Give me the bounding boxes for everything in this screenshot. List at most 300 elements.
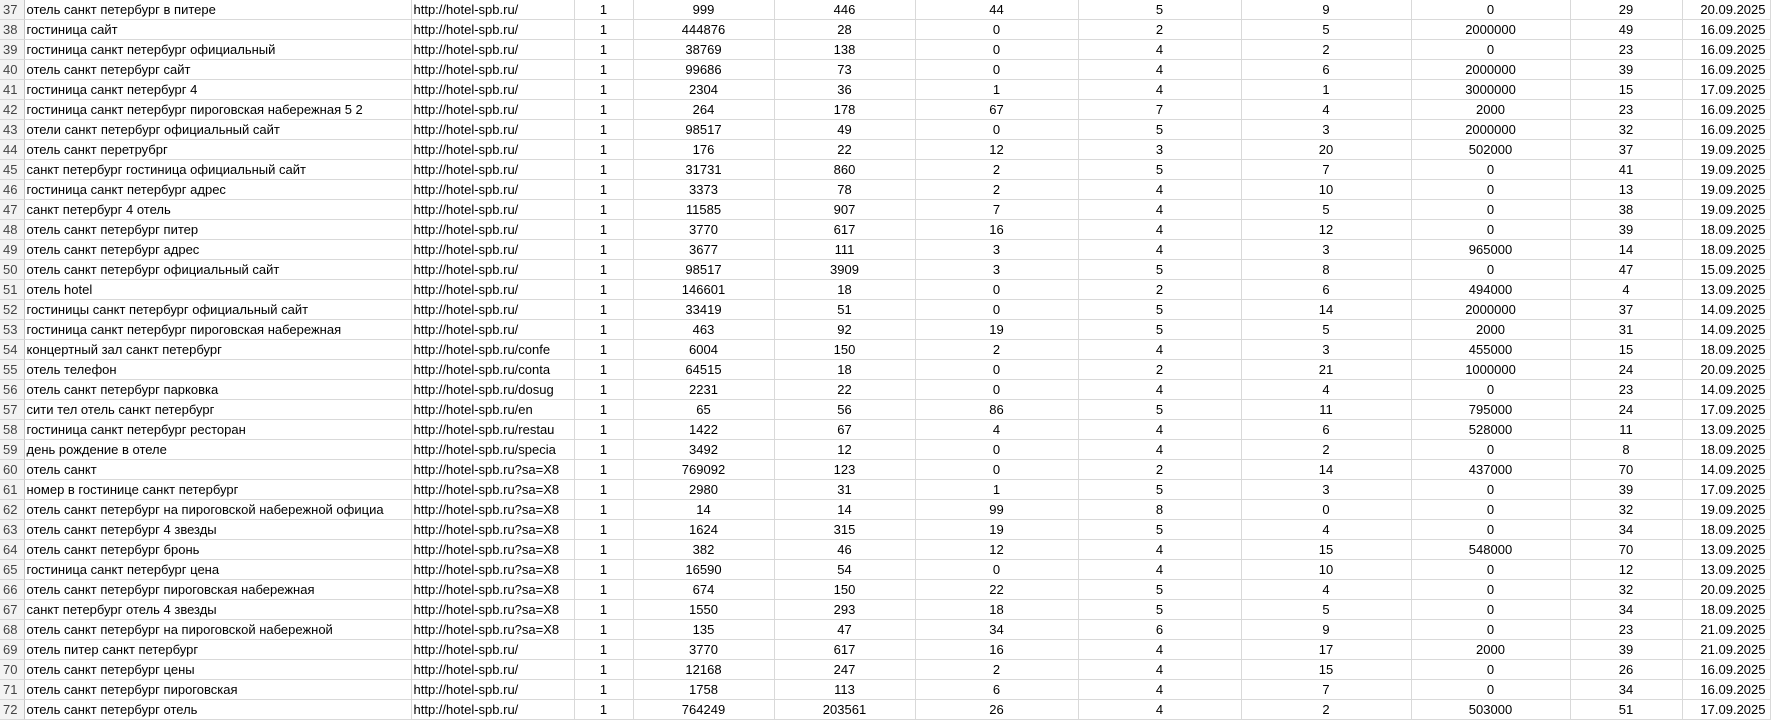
exact-frequency-cell[interactable]: 293 — [774, 600, 915, 620]
table-row[interactable] — [0, 360, 1770, 380]
position-cell[interactable]: 1 — [574, 520, 633, 540]
table-row[interactable] — [0, 80, 1770, 100]
exact-frequency-cell[interactable]: 22 — [774, 380, 915, 400]
url-cell[interactable]: http://hotel-spb.ru/restau — [411, 420, 574, 440]
value-cell[interactable]: 12 — [915, 540, 1078, 560]
competition-cell[interactable]: 4 — [1241, 520, 1411, 540]
difficulty-cell[interactable]: 5 — [1078, 480, 1241, 500]
date-cell[interactable]: 13.09.2025 — [1682, 540, 1770, 560]
position-cell[interactable]: 1 — [574, 80, 633, 100]
value-cell[interactable]: 0 — [915, 300, 1078, 320]
competition-cell[interactable]: 6 — [1241, 420, 1411, 440]
position-cell[interactable]: 1 — [574, 320, 633, 340]
budget-cell[interactable]: 0 — [1411, 480, 1570, 500]
row-number-header[interactable]: 42 — [0, 100, 24, 120]
frequency-cell[interactable]: 1422 — [633, 420, 774, 440]
exact-frequency-cell[interactable]: 92 — [774, 320, 915, 340]
position-cell[interactable]: 1 — [574, 240, 633, 260]
frequency-cell[interactable]: 3373 — [633, 180, 774, 200]
exact-frequency-cell[interactable]: 446 — [774, 0, 915, 20]
value-cell[interactable]: 12 — [915, 140, 1078, 160]
exact-frequency-cell[interactable]: 28 — [774, 20, 915, 40]
budget-cell[interactable]: 1000000 — [1411, 360, 1570, 380]
date-cell[interactable]: 21.09.2025 — [1682, 640, 1770, 660]
score-cell[interactable]: 70 — [1570, 460, 1682, 480]
frequency-cell[interactable]: 33419 — [633, 300, 774, 320]
table-row[interactable] — [0, 480, 1770, 500]
value-cell[interactable]: 2 — [915, 180, 1078, 200]
difficulty-cell[interactable]: 4 — [1078, 40, 1241, 60]
row-number-header[interactable]: 60 — [0, 460, 24, 480]
position-cell[interactable]: 1 — [574, 500, 633, 520]
score-cell[interactable]: 23 — [1570, 620, 1682, 640]
frequency-cell[interactable]: 38769 — [633, 40, 774, 60]
difficulty-cell[interactable]: 4 — [1078, 420, 1241, 440]
table-row[interactable] — [0, 680, 1770, 700]
keyword-cell[interactable]: отель санкт петербург на пироговской набережной официа — [24, 500, 411, 520]
value-cell[interactable]: 3 — [915, 260, 1078, 280]
url-cell[interactable]: http://hotel-spb.ru/ — [411, 220, 574, 240]
date-cell[interactable]: 14.09.2025 — [1682, 320, 1770, 340]
position-cell[interactable]: 1 — [574, 220, 633, 240]
frequency-cell[interactable]: 999 — [633, 0, 774, 20]
date-cell[interactable]: 17.09.2025 — [1682, 480, 1770, 500]
score-cell[interactable]: 8 — [1570, 440, 1682, 460]
value-cell[interactable]: 6 — [915, 680, 1078, 700]
difficulty-cell[interactable]: 4 — [1078, 700, 1241, 720]
budget-cell[interactable]: 528000 — [1411, 420, 1570, 440]
position-cell[interactable]: 1 — [574, 120, 633, 140]
score-cell[interactable]: 41 — [1570, 160, 1682, 180]
row-number-header[interactable]: 65 — [0, 560, 24, 580]
frequency-cell[interactable]: 176 — [633, 140, 774, 160]
frequency-cell[interactable]: 1624 — [633, 520, 774, 540]
difficulty-cell[interactable]: 4 — [1078, 440, 1241, 460]
row-number-header[interactable]: 70 — [0, 660, 24, 680]
frequency-cell[interactable]: 98517 — [633, 120, 774, 140]
difficulty-cell[interactable]: 4 — [1078, 180, 1241, 200]
position-cell[interactable]: 1 — [574, 700, 633, 720]
frequency-cell[interactable]: 444876 — [633, 20, 774, 40]
position-cell[interactable]: 1 — [574, 60, 633, 80]
score-cell[interactable]: 24 — [1570, 360, 1682, 380]
budget-cell[interactable]: 437000 — [1411, 460, 1570, 480]
exact-frequency-cell[interactable]: 18 — [774, 360, 915, 380]
value-cell[interactable]: 0 — [915, 560, 1078, 580]
url-cell[interactable]: http://hotel-spb.ru?sa=X8 — [411, 560, 574, 580]
budget-cell[interactable]: 548000 — [1411, 540, 1570, 560]
budget-cell[interactable]: 3000000 — [1411, 80, 1570, 100]
table-row[interactable] — [0, 140, 1770, 160]
exact-frequency-cell[interactable]: 150 — [774, 340, 915, 360]
position-cell[interactable]: 1 — [574, 160, 633, 180]
competition-cell[interactable]: 21 — [1241, 360, 1411, 380]
url-cell[interactable]: http://hotel-spb.ru/ — [411, 40, 574, 60]
budget-cell[interactable]: 0 — [1411, 220, 1570, 240]
keyword-cell[interactable]: отель санкт петербург 4 звезды — [24, 520, 411, 540]
table-row[interactable] — [0, 120, 1770, 140]
url-cell[interactable]: http://hotel-spb.ru?sa=X8 — [411, 520, 574, 540]
difficulty-cell[interactable]: 2 — [1078, 460, 1241, 480]
value-cell[interactable]: 2 — [915, 660, 1078, 680]
difficulty-cell[interactable]: 5 — [1078, 520, 1241, 540]
frequency-cell[interactable]: 769092 — [633, 460, 774, 480]
budget-cell[interactable]: 0 — [1411, 380, 1570, 400]
table-row[interactable] — [0, 420, 1770, 440]
date-cell[interactable]: 20.09.2025 — [1682, 360, 1770, 380]
keyword-cell[interactable]: отель питер санкт петербург — [24, 640, 411, 660]
row-number-header[interactable]: 55 — [0, 360, 24, 380]
keyword-cell[interactable]: отели санкт петербург официальный сайт — [24, 120, 411, 140]
url-cell[interactable]: http://hotel-spb.ru/specia — [411, 440, 574, 460]
exact-frequency-cell[interactable]: 111 — [774, 240, 915, 260]
row-number-header[interactable]: 38 — [0, 20, 24, 40]
score-cell[interactable]: 23 — [1570, 380, 1682, 400]
exact-frequency-cell[interactable]: 78 — [774, 180, 915, 200]
competition-cell[interactable]: 15 — [1241, 540, 1411, 560]
table-row[interactable] — [0, 620, 1770, 640]
url-cell[interactable]: http://hotel-spb.ru/ — [411, 100, 574, 120]
url-cell[interactable]: http://hotel-spb.ru/en — [411, 400, 574, 420]
url-cell[interactable]: http://hotel-spb.ru/ — [411, 140, 574, 160]
difficulty-cell[interactable]: 4 — [1078, 380, 1241, 400]
score-cell[interactable]: 31 — [1570, 320, 1682, 340]
date-cell[interactable]: 20.09.2025 — [1682, 0, 1770, 20]
position-cell[interactable]: 1 — [574, 140, 633, 160]
budget-cell[interactable]: 0 — [1411, 260, 1570, 280]
competition-cell[interactable]: 5 — [1241, 320, 1411, 340]
row-number-header[interactable]: 72 — [0, 700, 24, 720]
row-number-header[interactable]: 50 — [0, 260, 24, 280]
table-row[interactable] — [0, 540, 1770, 560]
position-cell[interactable]: 1 — [574, 380, 633, 400]
competition-cell[interactable]: 5 — [1241, 20, 1411, 40]
date-cell[interactable]: 18.09.2025 — [1682, 520, 1770, 540]
value-cell[interactable]: 0 — [915, 460, 1078, 480]
competition-cell[interactable]: 12 — [1241, 220, 1411, 240]
keyword-cell[interactable]: отель санкт петербург на пироговской набережной — [24, 620, 411, 640]
value-cell[interactable]: 16 — [915, 220, 1078, 240]
position-cell[interactable]: 1 — [574, 460, 633, 480]
score-cell[interactable]: 15 — [1570, 80, 1682, 100]
competition-cell[interactable]: 7 — [1241, 680, 1411, 700]
keyword-cell[interactable]: санкт петербург гостиница официальный сайт — [24, 160, 411, 180]
budget-cell[interactable]: 2000000 — [1411, 20, 1570, 40]
exact-frequency-cell[interactable]: 49 — [774, 120, 915, 140]
budget-cell[interactable]: 965000 — [1411, 240, 1570, 260]
frequency-cell[interactable]: 98517 — [633, 260, 774, 280]
date-cell[interactable]: 14.09.2025 — [1682, 300, 1770, 320]
table-row[interactable] — [0, 220, 1770, 240]
keyword-cell[interactable]: отель санкт петербург парковка — [24, 380, 411, 400]
keyword-cell[interactable]: номер в гостинице санкт петербург — [24, 480, 411, 500]
exact-frequency-cell[interactable]: 617 — [774, 640, 915, 660]
difficulty-cell[interactable]: 4 — [1078, 200, 1241, 220]
score-cell[interactable]: 39 — [1570, 480, 1682, 500]
keyword-cell[interactable]: отель санкт петербург бронь — [24, 540, 411, 560]
score-cell[interactable]: 13 — [1570, 180, 1682, 200]
competition-cell[interactable]: 1 — [1241, 80, 1411, 100]
budget-cell[interactable]: 2000000 — [1411, 120, 1570, 140]
row-number-header[interactable]: 71 — [0, 680, 24, 700]
url-cell[interactable]: http://hotel-spb.ru?sa=X8 — [411, 460, 574, 480]
table-row[interactable] — [0, 380, 1770, 400]
competition-cell[interactable]: 6 — [1241, 60, 1411, 80]
date-cell[interactable]: 18.09.2025 — [1682, 240, 1770, 260]
frequency-cell[interactable]: 2304 — [633, 80, 774, 100]
exact-frequency-cell[interactable]: 54 — [774, 560, 915, 580]
difficulty-cell[interactable]: 4 — [1078, 680, 1241, 700]
score-cell[interactable]: 49 — [1570, 20, 1682, 40]
frequency-cell[interactable]: 3770 — [633, 640, 774, 660]
value-cell[interactable]: 67 — [915, 100, 1078, 120]
budget-cell[interactable]: 0 — [1411, 600, 1570, 620]
budget-cell[interactable]: 503000 — [1411, 700, 1570, 720]
url-cell[interactable]: http://hotel-spb.ru/ — [411, 700, 574, 720]
keyword-cell[interactable]: отель санкт петербург пироговская набережная — [24, 580, 411, 600]
url-cell[interactable]: http://hotel-spb.ru/ — [411, 640, 574, 660]
score-cell[interactable]: 34 — [1570, 520, 1682, 540]
value-cell[interactable]: 18 — [915, 600, 1078, 620]
row-number-header[interactable]: 66 — [0, 580, 24, 600]
competition-cell[interactable]: 5 — [1241, 600, 1411, 620]
difficulty-cell[interactable]: 4 — [1078, 60, 1241, 80]
keyword-cell[interactable]: отель санкт петербург официальный сайт — [24, 260, 411, 280]
row-number-header[interactable]: 52 — [0, 300, 24, 320]
difficulty-cell[interactable]: 4 — [1078, 240, 1241, 260]
position-cell[interactable]: 1 — [574, 640, 633, 660]
difficulty-cell[interactable]: 2 — [1078, 20, 1241, 40]
competition-cell[interactable]: 2 — [1241, 700, 1411, 720]
frequency-cell[interactable]: 65 — [633, 400, 774, 420]
date-cell[interactable]: 14.09.2025 — [1682, 460, 1770, 480]
url-cell[interactable]: http://hotel-spb.ru?sa=X8 — [411, 500, 574, 520]
budget-cell[interactable]: 2000 — [1411, 640, 1570, 660]
competition-cell[interactable]: 4 — [1241, 100, 1411, 120]
keyword-cell[interactable]: отель санкт петербург отель — [24, 700, 411, 720]
frequency-cell[interactable]: 2980 — [633, 480, 774, 500]
value-cell[interactable]: 0 — [915, 60, 1078, 80]
value-cell[interactable]: 19 — [915, 520, 1078, 540]
frequency-cell[interactable]: 382 — [633, 540, 774, 560]
position-cell[interactable]: 1 — [574, 0, 633, 20]
keyword-cell[interactable]: гостиница санкт петербург пироговская набережная — [24, 320, 411, 340]
url-cell[interactable]: http://hotel-spb.ru/ — [411, 80, 574, 100]
frequency-cell[interactable]: 12168 — [633, 660, 774, 680]
keyword-cell[interactable]: гостиница сайт — [24, 20, 411, 40]
row-number-header[interactable]: 43 — [0, 120, 24, 140]
position-cell[interactable]: 1 — [574, 620, 633, 640]
difficulty-cell[interactable]: 6 — [1078, 620, 1241, 640]
difficulty-cell[interactable]: 5 — [1078, 160, 1241, 180]
frequency-cell[interactable]: 3770 — [633, 220, 774, 240]
value-cell[interactable]: 7 — [915, 200, 1078, 220]
competition-cell[interactable]: 4 — [1241, 380, 1411, 400]
position-cell[interactable]: 1 — [574, 40, 633, 60]
row-number-header[interactable]: 49 — [0, 240, 24, 260]
budget-cell[interactable]: 455000 — [1411, 340, 1570, 360]
competition-cell[interactable]: 9 — [1241, 620, 1411, 640]
frequency-cell[interactable]: 135 — [633, 620, 774, 640]
row-number-header[interactable]: 57 — [0, 400, 24, 420]
difficulty-cell[interactable]: 7 — [1078, 100, 1241, 120]
score-cell[interactable]: 23 — [1570, 40, 1682, 60]
score-cell[interactable]: 32 — [1570, 120, 1682, 140]
keyword-cell[interactable]: концертный зал санкт петербург — [24, 340, 411, 360]
date-cell[interactable]: 18.09.2025 — [1682, 440, 1770, 460]
budget-cell[interactable]: 2000000 — [1411, 60, 1570, 80]
exact-frequency-cell[interactable]: 178 — [774, 100, 915, 120]
frequency-cell[interactable]: 16590 — [633, 560, 774, 580]
table-row[interactable] — [0, 400, 1770, 420]
date-cell[interactable]: 17.09.2025 — [1682, 400, 1770, 420]
competition-cell[interactable]: 2 — [1241, 440, 1411, 460]
score-cell[interactable]: 26 — [1570, 660, 1682, 680]
date-cell[interactable]: 19.09.2025 — [1682, 160, 1770, 180]
competition-cell[interactable]: 6 — [1241, 280, 1411, 300]
table-row[interactable] — [0, 60, 1770, 80]
date-cell[interactable]: 16.09.2025 — [1682, 120, 1770, 140]
exact-frequency-cell[interactable]: 18 — [774, 280, 915, 300]
competition-cell[interactable]: 5 — [1241, 200, 1411, 220]
url-cell[interactable]: http://hotel-spb.ru?sa=X8 — [411, 540, 574, 560]
exact-frequency-cell[interactable]: 315 — [774, 520, 915, 540]
table-row[interactable] — [0, 500, 1770, 520]
frequency-cell[interactable]: 264 — [633, 100, 774, 120]
date-cell[interactable]: 18.09.2025 — [1682, 220, 1770, 240]
competition-cell[interactable]: 2 — [1241, 40, 1411, 60]
keyword-cell[interactable]: отель санкт петербург сайт — [24, 60, 411, 80]
value-cell[interactable]: 2 — [915, 340, 1078, 360]
score-cell[interactable]: 11 — [1570, 420, 1682, 440]
url-cell[interactable]: http://hotel-spb.ru/ — [411, 180, 574, 200]
exact-frequency-cell[interactable]: 46 — [774, 540, 915, 560]
budget-cell[interactable]: 0 — [1411, 440, 1570, 460]
keyword-cell[interactable]: день рождение в отеле — [24, 440, 411, 460]
difficulty-cell[interactable]: 5 — [1078, 320, 1241, 340]
score-cell[interactable]: 32 — [1570, 500, 1682, 520]
competition-cell[interactable]: 3 — [1241, 120, 1411, 140]
value-cell[interactable]: 0 — [915, 120, 1078, 140]
date-cell[interactable]: 19.09.2025 — [1682, 200, 1770, 220]
table-row[interactable] — [0, 100, 1770, 120]
table-row[interactable] — [0, 20, 1770, 40]
exact-frequency-cell[interactable]: 150 — [774, 580, 915, 600]
table-row[interactable] — [0, 320, 1770, 340]
keyword-cell[interactable]: гостиницы санкт петербург официальный сайт — [24, 300, 411, 320]
exact-frequency-cell[interactable]: 12 — [774, 440, 915, 460]
frequency-cell[interactable]: 3492 — [633, 440, 774, 460]
table-row[interactable] — [0, 520, 1770, 540]
competition-cell[interactable]: 17 — [1241, 640, 1411, 660]
position-cell[interactable]: 1 — [574, 440, 633, 460]
table-row[interactable] — [0, 560, 1770, 580]
score-cell[interactable]: 37 — [1570, 300, 1682, 320]
row-number-header[interactable]: 44 — [0, 140, 24, 160]
date-cell[interactable]: 16.09.2025 — [1682, 60, 1770, 80]
date-cell[interactable]: 17.09.2025 — [1682, 700, 1770, 720]
budget-cell[interactable]: 0 — [1411, 180, 1570, 200]
budget-cell[interactable]: 502000 — [1411, 140, 1570, 160]
exact-frequency-cell[interactable]: 113 — [774, 680, 915, 700]
keyword-cell[interactable]: отель санкт — [24, 460, 411, 480]
exact-frequency-cell[interactable]: 14 — [774, 500, 915, 520]
date-cell[interactable]: 20.09.2025 — [1682, 580, 1770, 600]
date-cell[interactable]: 15.09.2025 — [1682, 260, 1770, 280]
value-cell[interactable]: 34 — [915, 620, 1078, 640]
difficulty-cell[interactable]: 5 — [1078, 260, 1241, 280]
row-number-header[interactable]: 62 — [0, 500, 24, 520]
exact-frequency-cell[interactable]: 138 — [774, 40, 915, 60]
keyword-cell[interactable]: санкт петербург отель 4 звезды — [24, 600, 411, 620]
table-row[interactable] — [0, 180, 1770, 200]
value-cell[interactable]: 26 — [915, 700, 1078, 720]
row-number-header[interactable]: 56 — [0, 380, 24, 400]
frequency-cell[interactable]: 99686 — [633, 60, 774, 80]
table-row[interactable] — [0, 260, 1770, 280]
keyword-cell[interactable]: отель санкт перетрубрг — [24, 140, 411, 160]
row-number-header[interactable]: 46 — [0, 180, 24, 200]
value-cell[interactable]: 4 — [915, 420, 1078, 440]
position-cell[interactable]: 1 — [574, 580, 633, 600]
table-row[interactable] — [0, 160, 1770, 180]
exact-frequency-cell[interactable]: 203561 — [774, 700, 915, 720]
url-cell[interactable]: http://hotel-spb.ru/ — [411, 200, 574, 220]
exact-frequency-cell[interactable]: 73 — [774, 60, 915, 80]
score-cell[interactable]: 15 — [1570, 340, 1682, 360]
keyword-cell[interactable]: санкт петербург 4 отель — [24, 200, 411, 220]
exact-frequency-cell[interactable]: 22 — [774, 140, 915, 160]
row-number-header[interactable]: 41 — [0, 80, 24, 100]
competition-cell[interactable]: 15 — [1241, 660, 1411, 680]
score-cell[interactable]: 70 — [1570, 540, 1682, 560]
frequency-cell[interactable]: 2231 — [633, 380, 774, 400]
budget-cell[interactable]: 0 — [1411, 620, 1570, 640]
url-cell[interactable]: http://hotel-spb.ru/ — [411, 120, 574, 140]
score-cell[interactable]: 23 — [1570, 100, 1682, 120]
frequency-cell[interactable]: 1550 — [633, 600, 774, 620]
url-cell[interactable]: http://hotel-spb.ru/ — [411, 280, 574, 300]
date-cell[interactable]: 17.09.2025 — [1682, 80, 1770, 100]
url-cell[interactable]: http://hotel-spb.ru?sa=X8 — [411, 580, 574, 600]
competition-cell[interactable]: 10 — [1241, 560, 1411, 580]
score-cell[interactable]: 39 — [1570, 60, 1682, 80]
value-cell[interactable]: 0 — [915, 20, 1078, 40]
difficulty-cell[interactable]: 4 — [1078, 560, 1241, 580]
budget-cell[interactable]: 494000 — [1411, 280, 1570, 300]
budget-cell[interactable]: 2000 — [1411, 320, 1570, 340]
date-cell[interactable]: 13.09.2025 — [1682, 420, 1770, 440]
score-cell[interactable]: 39 — [1570, 220, 1682, 240]
exact-frequency-cell[interactable]: 617 — [774, 220, 915, 240]
position-cell[interactable]: 1 — [574, 280, 633, 300]
table-row[interactable] — [0, 640, 1770, 660]
frequency-cell[interactable]: 14 — [633, 500, 774, 520]
table-row[interactable] — [0, 660, 1770, 680]
budget-cell[interactable]: 795000 — [1411, 400, 1570, 420]
url-cell[interactable]: http://hotel-spb.ru/ — [411, 660, 574, 680]
row-number-header[interactable]: 67 — [0, 600, 24, 620]
difficulty-cell[interactable]: 2 — [1078, 360, 1241, 380]
exact-frequency-cell[interactable]: 36 — [774, 80, 915, 100]
position-cell[interactable]: 1 — [574, 480, 633, 500]
row-number-header[interactable]: 40 — [0, 60, 24, 80]
keyword-cell[interactable]: отель телефон — [24, 360, 411, 380]
frequency-cell[interactable]: 674 — [633, 580, 774, 600]
url-cell[interactable]: http://hotel-spb.ru/dosug — [411, 380, 574, 400]
value-cell[interactable]: 1 — [915, 480, 1078, 500]
difficulty-cell[interactable]: 5 — [1078, 120, 1241, 140]
